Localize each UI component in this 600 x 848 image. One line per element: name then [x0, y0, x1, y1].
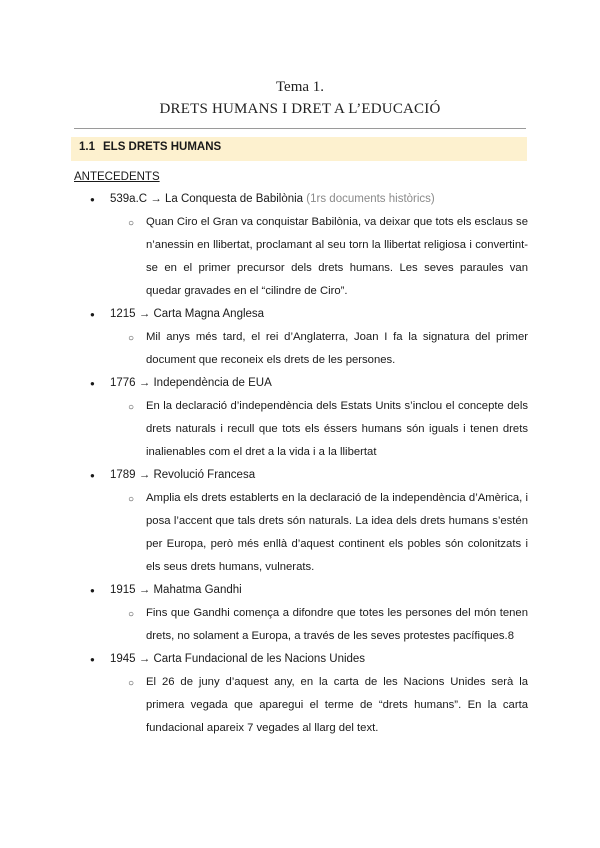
list-item-paragraph: En la declaració d’independència dels Estats Units s’inclou el concepte dels drets naturals i recull que tots els éssers humans són iguals i tenen drets inalienables com el dret a la vida i a la llibertat — [146, 400, 528, 458]
bullet-icon — [90, 196, 98, 204]
list-item-label: 1915 → Mahatma Gandhi — [110, 584, 242, 596]
item-label-text: 539a.C → La Conquesta de Babilònia — [110, 193, 304, 205]
document-title-line2: DRETS HUMANS I DRET A L’EDUCACIÓ — [159, 101, 441, 117]
list-item-paragraph: Quan Ciro el Gran va conquistar Babilònia, va deixar que tots els esclaus se n’anessin en llibertat, proclamant al seu torn la llibertat religiosa i convertint-se en el primer precursor dels drets humans. Les seves paraules van quedar gravades en el “cilindre de Ciro”. — [146, 216, 528, 297]
document-title-line1: Tema 1. — [275, 79, 325, 95]
list-item-label: 1776 → Independència de EUA — [110, 377, 272, 389]
sub-bullet-icon — [128, 678, 134, 689]
sub-bullet-icon — [128, 218, 134, 229]
bullet-icon — [90, 380, 98, 388]
bullet-icon — [90, 656, 98, 664]
section-number: 1.1 — [79, 141, 95, 153]
subheading-antecedents: ANTECEDENTS — [74, 171, 160, 183]
list-item-label — [110, 193, 435, 205]
item-note: (1rs documents històrics) — [306, 193, 435, 205]
bullet-icon — [90, 472, 98, 480]
list-item-paragraph: Amplia els drets establerts en la declaració de la independència d’Amèrica, i posa l’accent que tals drets són naturals. La idea dels drets humans s’estén per Europa, però més enllà d’aquest continent els pobles són colonitzats i els seus drets humans, vulnerats. — [146, 492, 528, 573]
sub-bullet-icon — [128, 609, 134, 620]
section-title: ELS DRETS HUMANS — [103, 141, 222, 153]
list-item-label: 1789 → Revolució Francesa — [110, 469, 256, 481]
bullet-icon — [90, 311, 98, 319]
list-item-paragraph: Fins que Gandhi comença a difondre que totes les persones del món tenen drets, no solament a Europa, a través de les seves protestes pacífiques.8 — [146, 607, 528, 642]
list-item-label: 1945 → Carta Fundacional de les Nacions Unides — [110, 653, 366, 665]
sub-bullet-icon — [128, 494, 134, 505]
list-item-paragraph: Mil anys més tard, el rei d’Anglaterra, Joan I fa la signatura del primer document que reconeix els drets de les persones. — [146, 331, 528, 366]
list-item-label: 1215 → Carta Magna Anglesa — [110, 308, 265, 320]
sub-bullet-icon — [128, 402, 134, 413]
list-item-paragraph: El 26 de juny d’aquest any, en la carta de les Nacions Unides serà la primera vegada que aparegui el terme de “drets humans”. En la carta fundacional apareix 7 vegades al llarg del text. — [146, 676, 528, 734]
title-divider — [74, 128, 526, 129]
sub-bullet-icon — [128, 333, 134, 344]
bullet-icon — [90, 587, 98, 595]
